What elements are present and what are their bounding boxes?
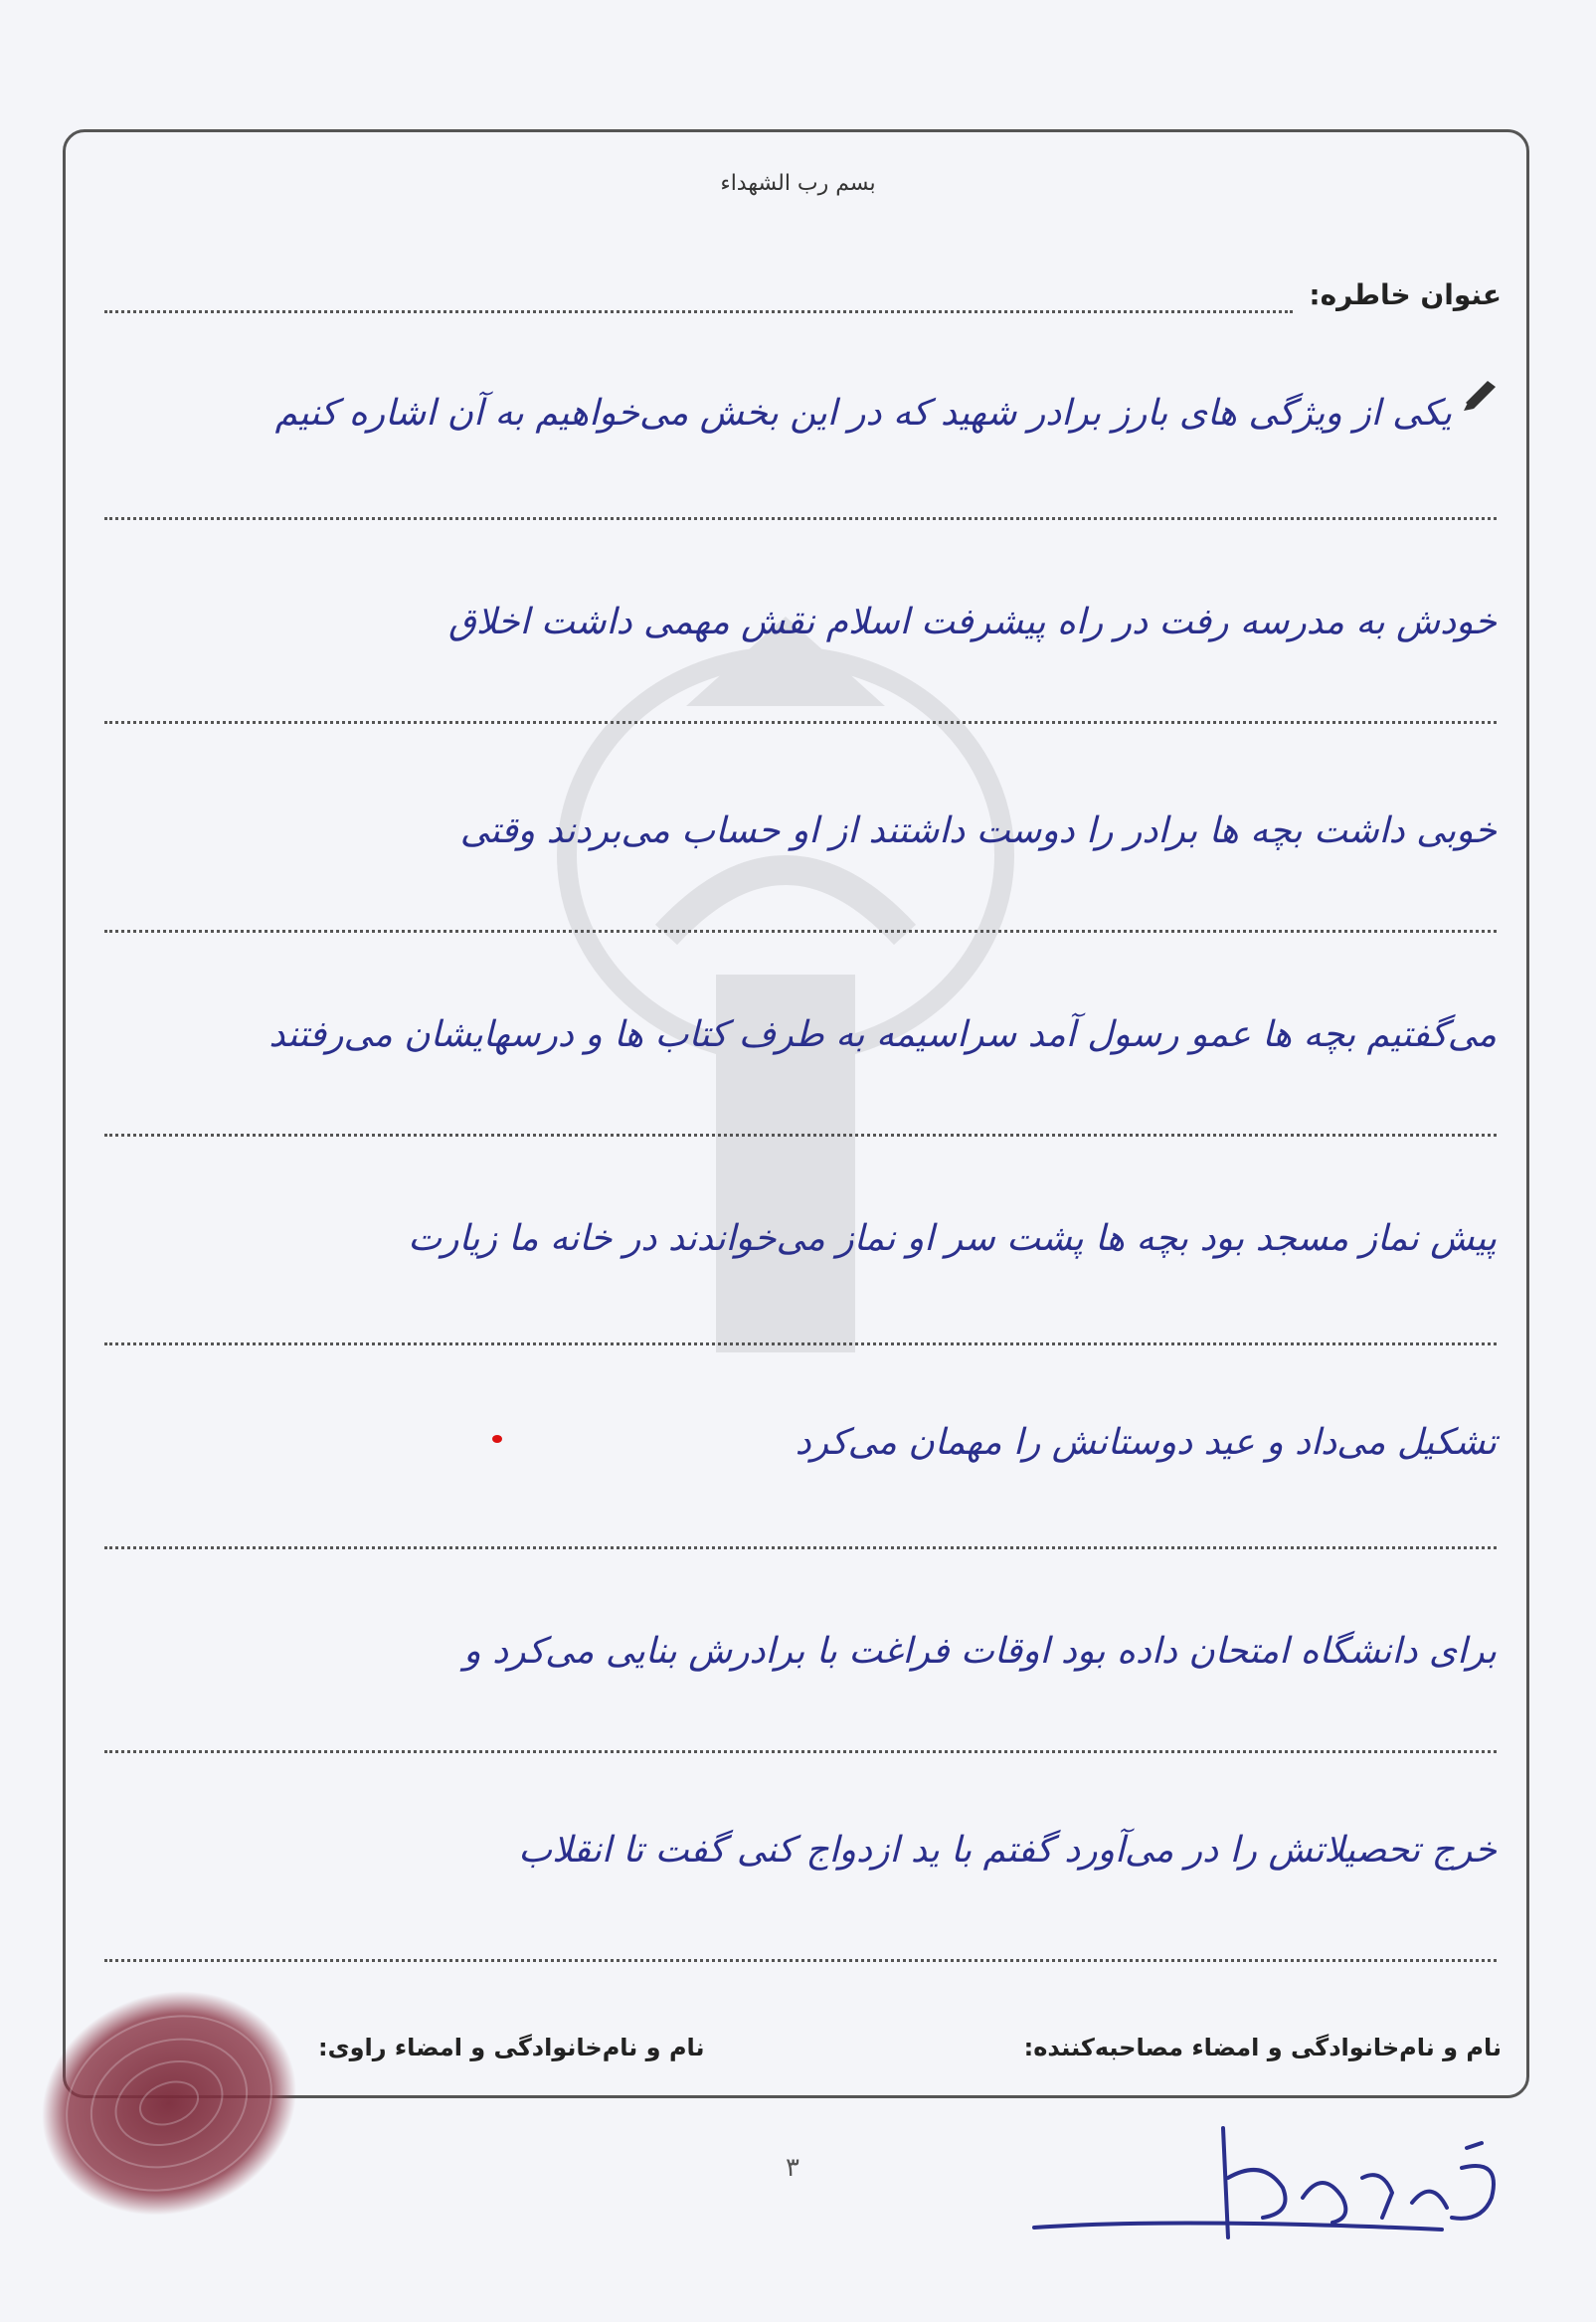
- handwritten-line: تشکیل می‌داد و عید دوستانش را مهمان می‌کرد: [795, 1422, 1497, 1463]
- handwritten-line: یکی از ویژگی های بارز برادر شهید که در این بخش می‌خواهیم به آن اشاره کنیم: [274, 393, 1452, 434]
- ruled-line: [104, 517, 1497, 520]
- ruled-line: [104, 1134, 1497, 1137]
- ruled-line: [104, 1546, 1497, 1549]
- handwritten-line: خوبی داشت بچه ها برادر را دوست داشتند از او حساب می‌بردند وقتی: [459, 810, 1497, 851]
- handwritten-line: خودش به مدرسه رفت در راه پیشرفت اسلام نقش مهمی داشت اخلاق: [447, 602, 1497, 642]
- fingerprint-stamp: [35, 1984, 303, 2223]
- handwritten-signature: [1024, 2118, 1521, 2257]
- title-dotted-line: [104, 310, 1293, 313]
- watermark-emblem: [467, 557, 1104, 1452]
- narrator-signature-label: نام و نام‌خانوادگی و امضاء راوی:: [318, 2034, 705, 2061]
- handwritten-line: پیش نماز مسجد بود بچه ها پشت سر او نماز می‌خواندند در خانه ما زیارت: [408, 1218, 1497, 1259]
- red-ink-mark: [492, 1435, 502, 1443]
- page-header-title: بسم رب الشهداء: [720, 171, 876, 196]
- ruled-line: [104, 1959, 1497, 1962]
- handwritten-line: برای دانشگاه امتحان داده بود اوقات فراغت با برادرش بنایی می‌کرد و: [463, 1631, 1497, 1672]
- ruled-line: [104, 930, 1497, 933]
- pen-icon: [1462, 373, 1502, 413]
- memory-title-label: عنوان خاطره:: [1309, 278, 1502, 311]
- page-number: ۳: [786, 2153, 799, 2183]
- interviewer-signature-label: نام و نام‌خانوادگی و امضاء مصاحبه‌کننده:: [1023, 2034, 1502, 2061]
- ruled-line: [104, 1342, 1497, 1345]
- handwritten-line: می‌گفتیم بچه ها عمو رسول آمد سراسیمه به طرف کتاب ها و درسهایشان می‌رفتند: [268, 1014, 1497, 1055]
- ruled-line: [104, 1750, 1497, 1753]
- handwritten-line: خرج تحصیلاتش را در می‌آورد گفتم با ید ازدواج کنی گفت تا انقلاب: [518, 1830, 1497, 1871]
- ruled-line: [104, 721, 1497, 724]
